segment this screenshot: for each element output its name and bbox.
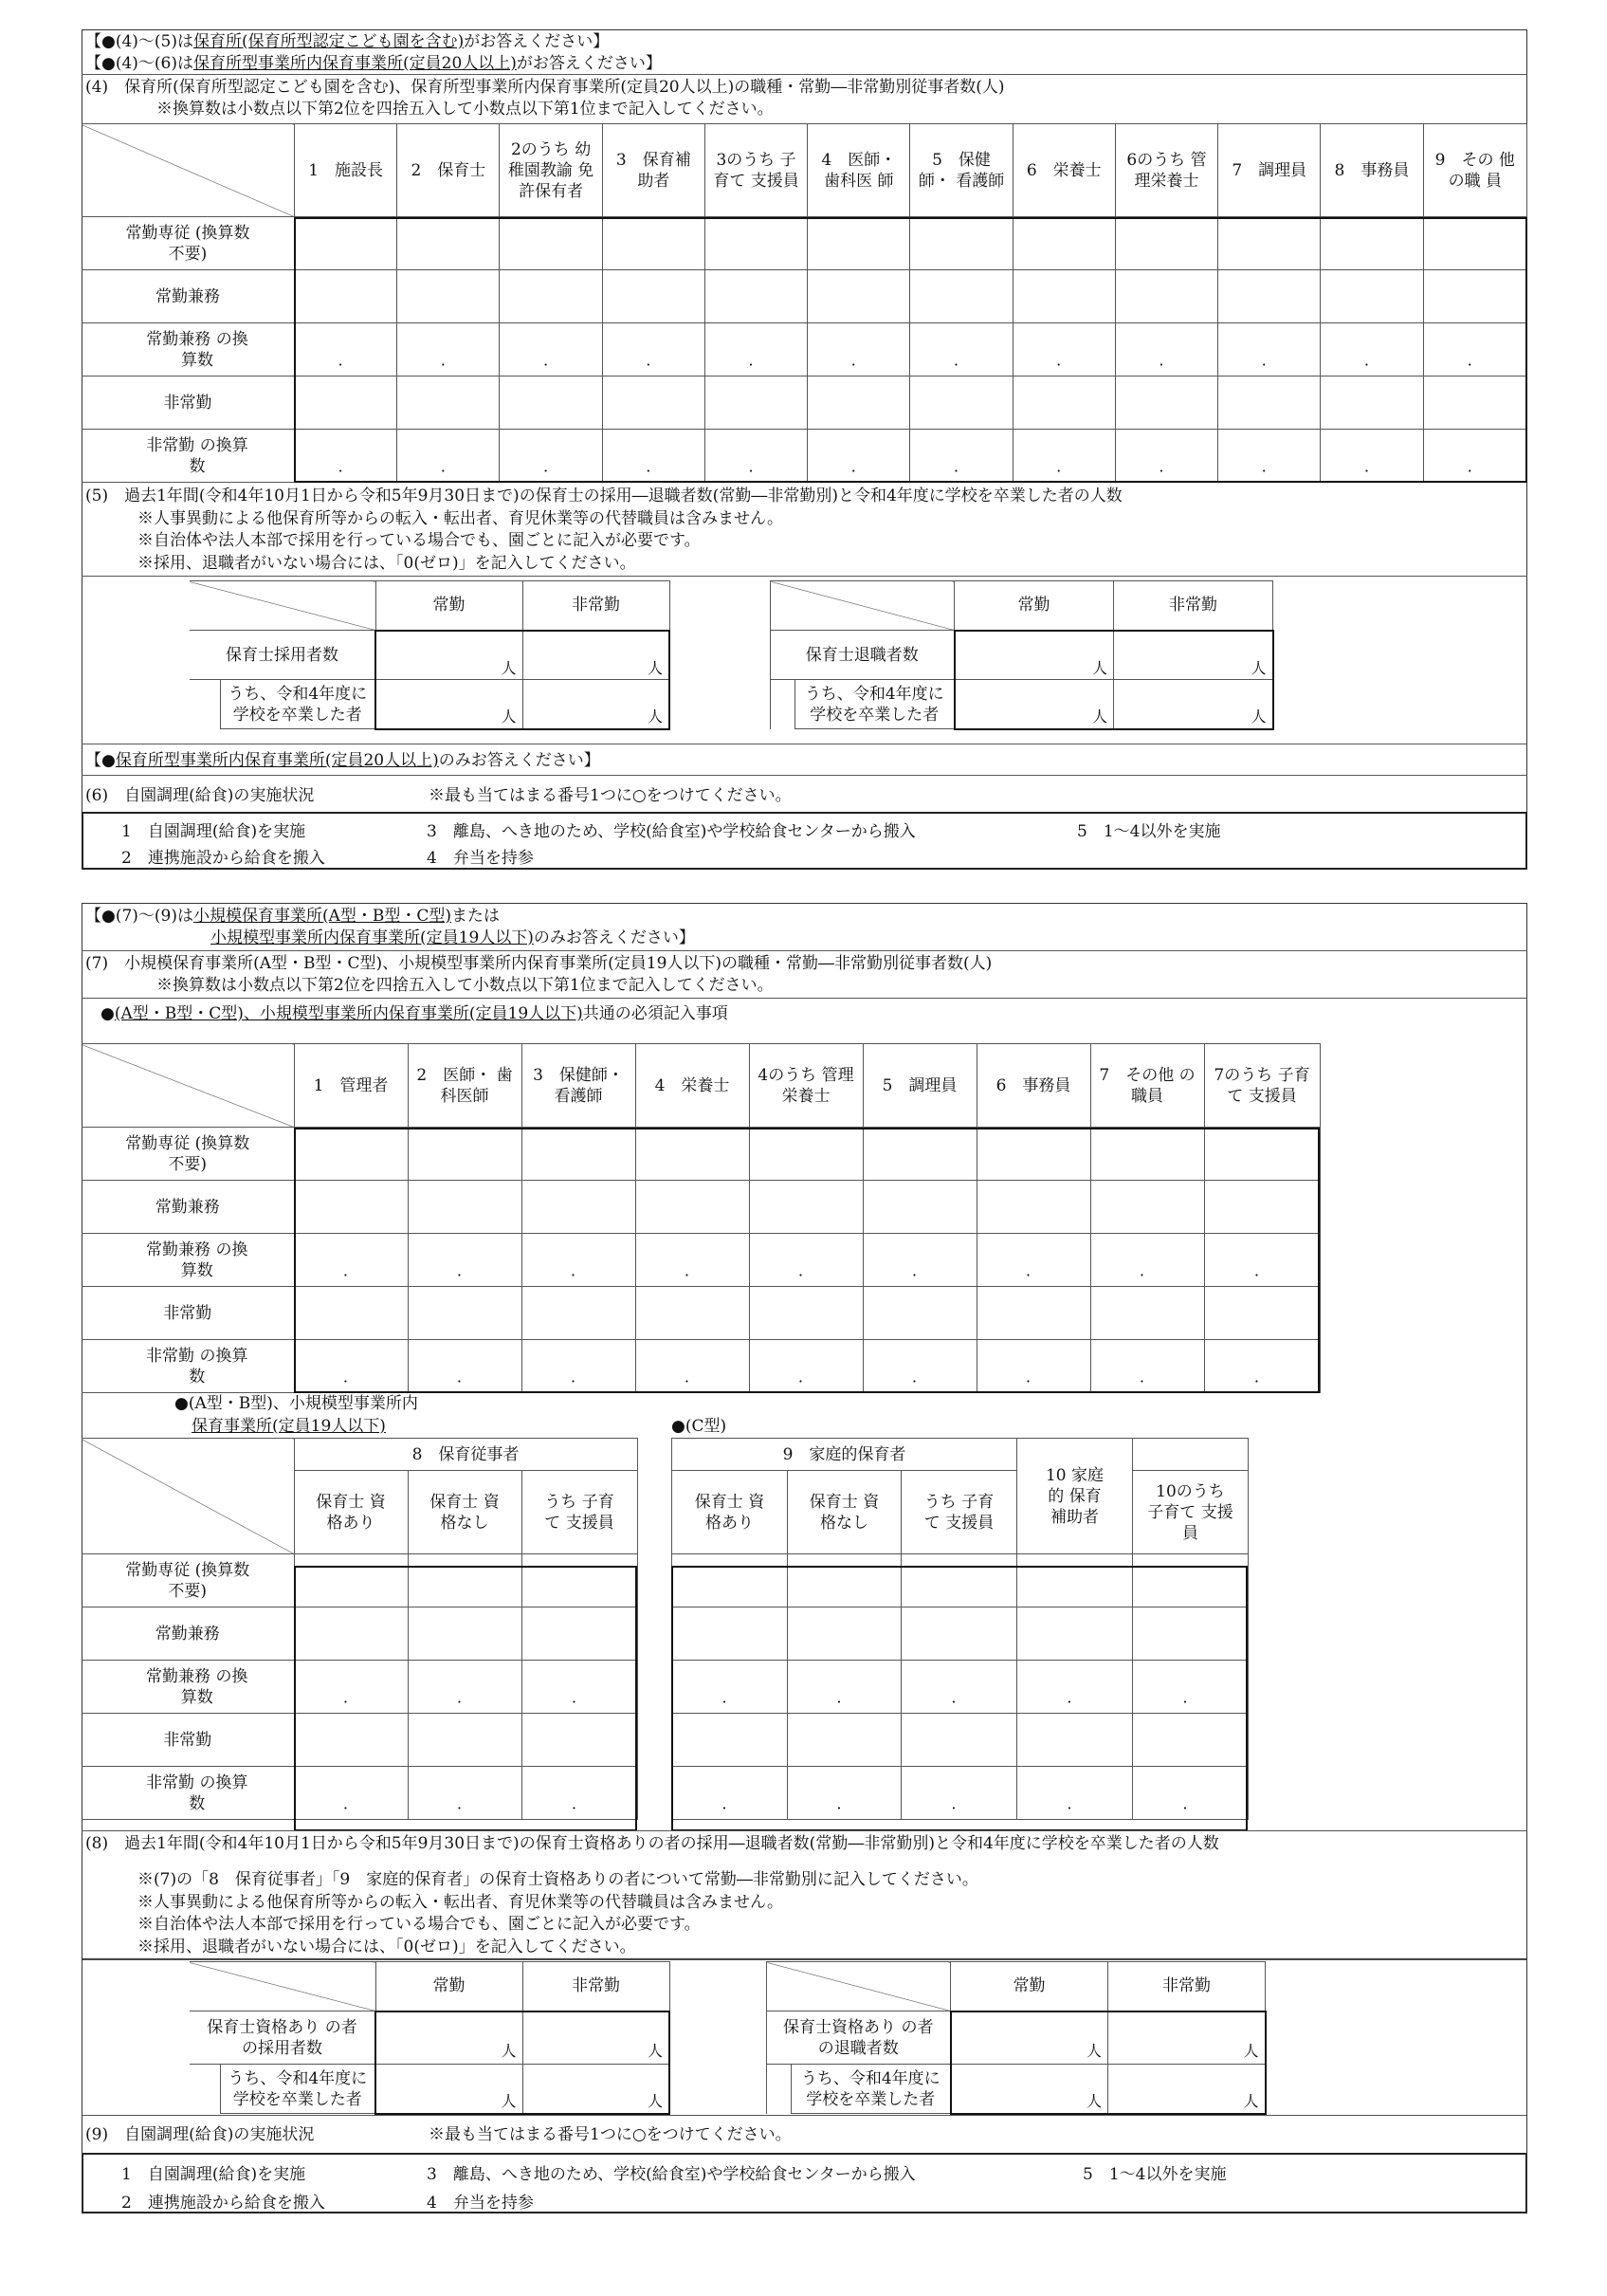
- input-cell[interactable]: [902, 1714, 1017, 1767]
- input-cell[interactable]: [1204, 1181, 1320, 1234]
- input-cell[interactable]: [910, 270, 1013, 323]
- section2-header1: 【●(7)～(9)は小規模保育事業所(A型・B型・C型)または: [85, 907, 501, 926]
- input-cell[interactable]: [295, 377, 397, 430]
- input-cell[interactable]: [295, 217, 397, 270]
- col-head: 常勤: [375, 1962, 522, 2011]
- col-head: 4 医師・ 歯科医 師: [808, 124, 910, 217]
- input-cell[interactable]: ．: [977, 1234, 1090, 1287]
- col-head: 2のうち 幼稚園教諭 免許保有者: [500, 124, 602, 217]
- option[interactable]: 4 弁当を持参: [427, 849, 534, 868]
- q6-options: [82, 812, 1527, 870]
- input-cell[interactable]: [521, 1554, 637, 1607]
- input-cell[interactable]: [408, 1607, 521, 1661]
- q7-note: ※換算数は小数点以下第2位を四捨五入して小数点以下第1位まで記入してください。: [156, 976, 774, 995]
- input-cell[interactable]: 人: [1108, 2065, 1266, 2114]
- col-head: 5 保健 師・ 看護師: [910, 124, 1013, 217]
- input-cell[interactable]: ．: [1204, 1340, 1320, 1393]
- col-head: 非常勤: [1108, 1962, 1266, 2011]
- q7-table: [82, 1043, 1321, 1393]
- q5-note: ※採用、退職者がいない場合には、「0(ゼロ)」を記入してください。: [137, 554, 636, 573]
- input-cell[interactable]: ．: [749, 1234, 863, 1287]
- col-head: 常勤: [375, 581, 522, 631]
- col-head: 9 その 他の職 員: [1423, 124, 1526, 217]
- input-cell[interactable]: ．: [521, 1340, 635, 1393]
- input-cell[interactable]: [521, 1181, 635, 1234]
- row-head: 常勤兼務 の換算数: [82, 1661, 294, 1714]
- input-cell[interactable]: ．: [977, 1340, 1090, 1393]
- input-cell[interactable]: [1115, 270, 1217, 323]
- input-cell[interactable]: [295, 270, 397, 323]
- input-cell[interactable]: ．: [808, 430, 910, 483]
- row-head: 常勤兼務 の換算数: [82, 323, 295, 377]
- input-cell[interactable]: ．: [1133, 1767, 1249, 1820]
- input-cell[interactable]: [902, 1554, 1017, 1607]
- option[interactable]: 1 自園調理(給食)を実施: [121, 822, 306, 841]
- col-head: 保育士 資格あり: [294, 1471, 408, 1554]
- input-cell[interactable]: [408, 1128, 521, 1181]
- row-head: うち、令和4年度に 学校を卒業した者: [220, 680, 375, 729]
- input-cell[interactable]: 人: [375, 680, 522, 729]
- option[interactable]: 5 1～4以外を実施: [1077, 822, 1221, 841]
- input-cell[interactable]: ．: [704, 323, 807, 377]
- row-head: 保育士採用者数: [190, 631, 375, 680]
- input-cell[interactable]: [1204, 1287, 1320, 1340]
- input-cell[interactable]: ．: [1423, 323, 1526, 377]
- input-cell[interactable]: [397, 217, 500, 270]
- input-cell[interactable]: 人: [1114, 680, 1273, 729]
- input-cell[interactable]: [788, 1714, 902, 1767]
- input-cell[interactable]: ．: [672, 1661, 788, 1714]
- col-head: うち 子育て 支援員: [902, 1471, 1017, 1554]
- input-cell[interactable]: [1017, 1554, 1133, 1607]
- row-head: 常勤兼務: [82, 270, 295, 323]
- input-cell[interactable]: ．: [902, 1661, 1017, 1714]
- col-head: うち 子育て 支援員: [521, 1471, 637, 1554]
- col-head: 保育士 資格なし: [408, 1471, 521, 1554]
- input-cell[interactable]: 人: [375, 2011, 522, 2065]
- input-cell[interactable]: [1133, 1714, 1249, 1767]
- col-head: 5 調理員: [863, 1044, 977, 1128]
- input-cell[interactable]: ．: [910, 430, 1013, 483]
- col-head: 6のうち 管理栄養士: [1115, 124, 1217, 217]
- row-head: 非常勤 の換算数: [82, 1767, 294, 1820]
- input-cell[interactable]: ．: [1013, 323, 1115, 377]
- q7-subhead: ●(A型・B型・C型)、小規模型事業所内保育事業所(定員19人以下)共通の必須記入事項: [100, 1004, 728, 1023]
- input-cell[interactable]: ．: [602, 430, 704, 483]
- input-cell[interactable]: ．: [1017, 1661, 1133, 1714]
- input-cell[interactable]: ．: [294, 1340, 408, 1393]
- input-cell[interactable]: 人: [375, 631, 522, 680]
- input-cell[interactable]: [1321, 217, 1423, 270]
- row-head: 非常勤: [82, 377, 295, 430]
- input-cell[interactable]: [863, 1181, 977, 1234]
- input-cell[interactable]: ．: [500, 430, 602, 483]
- option[interactable]: 4 弁当を持参: [427, 2194, 534, 2213]
- q4-note: ※換算数は小数点以下第2位を四捨五入して小数点以下第1位まで記入してください。: [156, 100, 774, 119]
- input-cell[interactable]: ．: [1204, 1234, 1320, 1287]
- input-cell[interactable]: ．: [521, 1661, 637, 1714]
- section2-header2: 小規模型事業所内保育事業所(定員19人以下)のみお答えください】: [210, 928, 695, 947]
- q8-note: ※自治体や法人本部で採用を行っている場合でも、園ごとに記入が必要です。: [137, 1915, 701, 1934]
- input-cell[interactable]: [1013, 377, 1115, 430]
- input-cell[interactable]: [294, 1287, 408, 1340]
- col-head: 10 家庭的 保育 補助者: [1017, 1439, 1133, 1554]
- input-cell[interactable]: 人: [522, 631, 669, 680]
- input-cell[interactable]: ．: [1115, 323, 1217, 377]
- input-cell[interactable]: ．: [397, 323, 500, 377]
- row-head: 常勤兼務: [82, 1607, 294, 1661]
- col-head: 7 その他 の職員: [1090, 1044, 1204, 1128]
- input-cell[interactable]: ．: [808, 323, 910, 377]
- input-cell[interactable]: ．: [408, 1661, 521, 1714]
- input-cell[interactable]: [500, 270, 602, 323]
- q4-title: (4) 保育所(保育所型認定こども園を含む)、保育所型事業所内保育事業所(定員20人以上)の職種・常勤―非常勤別従事者数(人): [85, 78, 1005, 97]
- input-cell[interactable]: [1423, 217, 1526, 270]
- input-cell[interactable]: ．: [788, 1661, 902, 1714]
- input-cell[interactable]: ．: [863, 1340, 977, 1393]
- col-head: 2 医師・ 歯科医師: [408, 1044, 521, 1128]
- col-head: 8 事務員: [1321, 124, 1423, 217]
- input-cell[interactable]: [521, 1287, 635, 1340]
- input-cell[interactable]: 人: [951, 2065, 1108, 2114]
- input-cell[interactable]: 人: [1108, 2011, 1266, 2065]
- input-cell[interactable]: [1133, 1554, 1249, 1607]
- input-cell[interactable]: 人: [522, 680, 669, 729]
- col-head: 2 保育士: [397, 124, 500, 217]
- input-cell[interactable]: [788, 1554, 902, 1607]
- input-cell[interactable]: [1013, 217, 1115, 270]
- section1-header3: 【●保育所型事業所内保育事業所(定員20人以上)のみお答えください】: [85, 751, 600, 770]
- input-cell[interactable]: [863, 1128, 977, 1181]
- col-head: 非常勤: [1114, 581, 1273, 631]
- q6-title: (6) 自園調理(給食)の実施状況: [85, 786, 315, 805]
- input-cell[interactable]: 人: [522, 2065, 669, 2114]
- row-head: 非常勤: [82, 1287, 294, 1340]
- q7-sub3: ●(C型): [671, 1417, 727, 1436]
- input-cell[interactable]: [788, 1607, 902, 1661]
- input-cell[interactable]: [808, 377, 910, 430]
- group-head: 9 家庭的保育者: [672, 1439, 1017, 1471]
- input-cell[interactable]: [672, 1607, 788, 1661]
- input-cell[interactable]: ．: [500, 323, 602, 377]
- row-head: 非常勤 の換算数: [82, 430, 295, 483]
- q5-hire-table: [190, 580, 670, 730]
- table-row: [82, 430, 1527, 483]
- input-cell[interactable]: ．: [521, 1767, 637, 1820]
- input-cell[interactable]: [1017, 1714, 1133, 1767]
- input-cell[interactable]: ．: [295, 430, 397, 483]
- input-cell[interactable]: ．: [1115, 430, 1217, 483]
- input-cell[interactable]: [294, 1554, 408, 1607]
- input-cell[interactable]: [902, 1607, 1017, 1661]
- input-cell[interactable]: [521, 1714, 637, 1767]
- q8-note: ※採用、退職者がいない場合には、「0(ゼロ)」を記入してください。: [137, 1938, 636, 1956]
- q8-note: ※(7)の「8 保育従事者」「9 家庭的保育者」の保育士資格ありの者について常勤―非常勤別に記入してください。: [137, 1870, 978, 1889]
- option[interactable]: 3 離島、へき地のため、学校(給食室)や学校給食センターから搬入: [427, 822, 916, 841]
- input-cell[interactable]: [672, 1554, 788, 1607]
- col-head: 3 保健師・ 看護師: [521, 1044, 635, 1128]
- input-cell[interactable]: [1423, 270, 1526, 323]
- input-cell[interactable]: [1218, 217, 1321, 270]
- input-cell[interactable]: [1204, 1128, 1320, 1181]
- input-cell[interactable]: [910, 217, 1013, 270]
- col-head: 4のうち 管理栄養士: [749, 1044, 863, 1128]
- input-cell[interactable]: [635, 1287, 749, 1340]
- input-cell[interactable]: [294, 1128, 408, 1181]
- input-cell[interactable]: ．: [1423, 430, 1526, 483]
- input-cell[interactable]: 人: [375, 2065, 522, 2114]
- table-row: [82, 323, 1527, 377]
- input-cell[interactable]: ．: [1218, 323, 1321, 377]
- input-cell[interactable]: [977, 1181, 1090, 1234]
- input-cell[interactable]: [1321, 270, 1423, 323]
- input-cell[interactable]: ．: [902, 1767, 1017, 1820]
- input-cell[interactable]: [602, 377, 704, 430]
- col-head: 常勤: [951, 1962, 1108, 2011]
- q5-retire-table: [770, 580, 1274, 730]
- table-row: [82, 1287, 1320, 1340]
- input-cell[interactable]: [500, 217, 602, 270]
- input-cell[interactable]: 人: [955, 631, 1114, 680]
- input-cell[interactable]: [749, 1181, 863, 1234]
- table-row: [82, 377, 1527, 430]
- table-row: [82, 270, 1527, 323]
- input-cell[interactable]: [1017, 1607, 1133, 1661]
- input-cell[interactable]: ．: [294, 1234, 408, 1287]
- input-cell[interactable]: [397, 270, 500, 323]
- input-cell[interactable]: ．: [521, 1234, 635, 1287]
- q4-table: [82, 123, 1527, 483]
- input-cell[interactable]: [602, 270, 704, 323]
- q7-table-8: [82, 1438, 638, 1820]
- input-cell[interactable]: ．: [408, 1767, 521, 1820]
- input-cell[interactable]: ．: [788, 1767, 902, 1820]
- input-cell[interactable]: ．: [910, 323, 1013, 377]
- input-cell[interactable]: [408, 1554, 521, 1607]
- col-head: 6 栄養士: [1013, 124, 1115, 217]
- input-cell[interactable]: [704, 217, 807, 270]
- section1-header2: 【●(4)～(6)は保育所型事業所内保育事業所(定員20人以上)がお答えください】: [85, 54, 662, 73]
- input-cell[interactable]: [635, 1181, 749, 1234]
- input-cell[interactable]: [808, 217, 910, 270]
- input-cell[interactable]: ．: [1013, 430, 1115, 483]
- row-head: 常勤専従 (換算数不要): [82, 1554, 294, 1607]
- input-cell[interactable]: 人: [955, 680, 1114, 729]
- input-cell[interactable]: [1423, 377, 1526, 430]
- input-cell[interactable]: [602, 217, 704, 270]
- input-cell[interactable]: [397, 377, 500, 430]
- q8-hire-table: [190, 1961, 670, 2115]
- input-cell[interactable]: ．: [1321, 430, 1423, 483]
- input-cell[interactable]: ．: [408, 1340, 521, 1393]
- row-head: 常勤兼務 の換算数: [82, 1234, 294, 1287]
- row-head: 常勤兼務: [82, 1181, 294, 1234]
- col-head: 保育士 資格なし: [788, 1471, 902, 1554]
- q8-retire-table: [766, 1961, 1267, 2115]
- input-cell[interactable]: ．: [635, 1340, 749, 1393]
- input-cell[interactable]: ．: [672, 1767, 788, 1820]
- col-head: 7 調理員: [1218, 124, 1321, 217]
- table-row: [82, 217, 1527, 270]
- col-head: 1 施設長: [295, 124, 397, 217]
- row-head: 保育士資格あり の者の採用者数: [190, 2011, 375, 2065]
- col-head: 非常勤: [522, 1962, 669, 2011]
- table-row: [82, 1340, 1320, 1393]
- row-head: うち、令和4年度に 学校を卒業した者: [792, 2065, 951, 2114]
- input-cell[interactable]: [704, 270, 807, 323]
- option[interactable]: 2 連携施設から給食を搬入: [121, 2194, 325, 2213]
- row-head: うち、令和4年度に 学校を卒業した者: [220, 2065, 375, 2114]
- input-cell[interactable]: [1218, 270, 1321, 323]
- q7-sub2: ●(A型・B型)、小規模型事業所内: [174, 1394, 418, 1413]
- col-head: 保育士 資格あり: [672, 1471, 788, 1554]
- col-head: 7のうち 子育て 支援員: [1204, 1044, 1320, 1128]
- input-cell[interactable]: [977, 1128, 1090, 1181]
- input-cell[interactable]: [1090, 1287, 1204, 1340]
- input-cell[interactable]: [294, 1607, 408, 1661]
- input-cell[interactable]: [521, 1607, 637, 1661]
- input-cell[interactable]: ．: [1090, 1234, 1204, 1287]
- input-cell[interactable]: [1115, 377, 1217, 430]
- input-cell[interactable]: ．: [1017, 1767, 1133, 1820]
- q9-title: (9) 自園調理(給食)の実施状況: [85, 2125, 315, 2144]
- input-cell[interactable]: ．: [1090, 1340, 1204, 1393]
- input-cell[interactable]: [500, 377, 602, 430]
- input-cell[interactable]: ．: [749, 1340, 863, 1393]
- q8-title: (8) 過去1年間(令和4年10月1日から令和5年9月30日まで)の保育士資格ありの者の採用―退職者数(常勤―非常勤別)と令和4年度に学校を卒業した者の人数: [85, 1834, 1219, 1853]
- q5-note: ※人事異動による他保育所等からの転入・転出者、育児休業等の代替職員は含みません。: [137, 509, 784, 528]
- q8-note: ※人事異動による他保育所等からの転入・転出者、育児休業等の代替職員は含みません。: [137, 1893, 784, 1912]
- input-cell[interactable]: [408, 1714, 521, 1767]
- input-cell[interactable]: [294, 1714, 408, 1767]
- input-cell[interactable]: ．: [602, 323, 704, 377]
- input-cell[interactable]: [408, 1287, 521, 1340]
- row-head: 非常勤: [82, 1714, 294, 1767]
- input-cell[interactable]: ．: [408, 1234, 521, 1287]
- table-row: [82, 1128, 1320, 1181]
- option[interactable]: 5 1～4以外を実施: [1083, 2165, 1227, 2184]
- row-head: 常勤専従 (換算数不要): [82, 217, 295, 270]
- table-row: [82, 1181, 1320, 1234]
- input-cell[interactable]: [808, 270, 910, 323]
- input-cell[interactable]: [521, 1128, 635, 1181]
- input-cell[interactable]: ．: [635, 1234, 749, 1287]
- q7-sub2b: 保育事業所(定員19人以下): [192, 1417, 386, 1436]
- col-head: 6 事務員: [977, 1044, 1090, 1128]
- input-cell[interactable]: [294, 1181, 408, 1234]
- group-head: 8 保育従事者: [294, 1439, 637, 1471]
- col-head: 1 管理者: [294, 1044, 408, 1128]
- col-head: 4 栄養士: [635, 1044, 749, 1128]
- col-head: 10のうち 子育て 支援員: [1133, 1471, 1249, 1554]
- row-head: 非常勤 の換算数: [82, 1340, 294, 1393]
- input-cell[interactable]: [1013, 270, 1115, 323]
- input-cell[interactable]: ．: [294, 1767, 408, 1820]
- col-head: 3のうち 子育て 支援員: [704, 124, 807, 217]
- input-cell[interactable]: ．: [1218, 430, 1321, 483]
- q7-title: (7) 小規模保育事業所(A型・B型・C型)、小規模型事業所内保育事業所(定員19人以下)の職種・常勤―非常勤別従事者数(人): [85, 954, 993, 973]
- input-cell[interactable]: [672, 1714, 788, 1767]
- input-cell[interactable]: ．: [294, 1661, 408, 1714]
- q9-options: [82, 2153, 1527, 2213]
- input-cell[interactable]: [1115, 217, 1217, 270]
- section1-header1: 【●(4)～(5)は保育所(保育所型認定こども園を含む)がお答えください】: [85, 32, 610, 51]
- table-row: [82, 1234, 1320, 1287]
- input-cell[interactable]: [1090, 1128, 1204, 1181]
- q9-note: ※最も当てはまる番号1つに○をつけてください。: [429, 2125, 792, 2144]
- q6-note: ※最も当てはまる番号1つに○をつけてください。: [429, 786, 792, 805]
- q7-table-9: [671, 1438, 1249, 1820]
- input-cell[interactable]: [1133, 1607, 1249, 1661]
- input-cell[interactable]: ．: [704, 430, 807, 483]
- row-head: 常勤専従 (換算数不要): [82, 1128, 294, 1181]
- option[interactable]: 3 離島、へき地のため、学校(給食室)や学校給食センターから搬入: [427, 2165, 916, 2184]
- col-head: 常勤: [955, 581, 1114, 631]
- row-head: うち、令和4年度に 学校を卒業した者: [795, 680, 955, 729]
- input-cell[interactable]: 人: [951, 2011, 1108, 2065]
- row-head: 保育士退職者数: [771, 631, 955, 680]
- input-cell[interactable]: [749, 1287, 863, 1340]
- input-cell[interactable]: [408, 1181, 521, 1234]
- input-cell[interactable]: ．: [295, 323, 397, 377]
- input-cell[interactable]: [910, 377, 1013, 430]
- q5-title: (5) 過去1年間(令和4年10月1日から令和5年9月30日まで)の保育士の採用―退職者数(常勤―非常勤別)と令和4年度に学校を卒業した者の人数: [85, 487, 1123, 505]
- col-head: 非常勤: [522, 581, 669, 631]
- input-cell[interactable]: 人: [1114, 631, 1273, 680]
- input-cell[interactable]: ．: [397, 430, 500, 483]
- row-head: 保育士資格あり の者の退職者数: [767, 2011, 951, 2065]
- input-cell[interactable]: [635, 1128, 749, 1181]
- table-corner: [82, 124, 295, 217]
- input-cell[interactable]: [977, 1287, 1090, 1340]
- col-head: 3 保育補 助者: [602, 124, 704, 217]
- input-cell[interactable]: [749, 1128, 863, 1181]
- input-cell[interactable]: [1090, 1181, 1204, 1234]
- option[interactable]: 1 自園調理(給食)を実施: [121, 2165, 306, 2184]
- input-cell[interactable]: ．: [1133, 1661, 1249, 1714]
- input-cell[interactable]: 人: [522, 2011, 669, 2065]
- q5-note: ※自治体や法人本部で採用を行っている場合でも、園ごとに記入が必要です。: [137, 531, 701, 550]
- input-cell[interactable]: ．: [1321, 323, 1423, 377]
- input-cell[interactable]: [1218, 377, 1321, 430]
- option[interactable]: 2 連携施設から給食を搬入: [121, 849, 325, 868]
- input-cell[interactable]: [704, 377, 807, 430]
- input-cell[interactable]: [863, 1287, 977, 1340]
- input-cell[interactable]: [1321, 377, 1423, 430]
- input-cell[interactable]: ．: [863, 1234, 977, 1287]
